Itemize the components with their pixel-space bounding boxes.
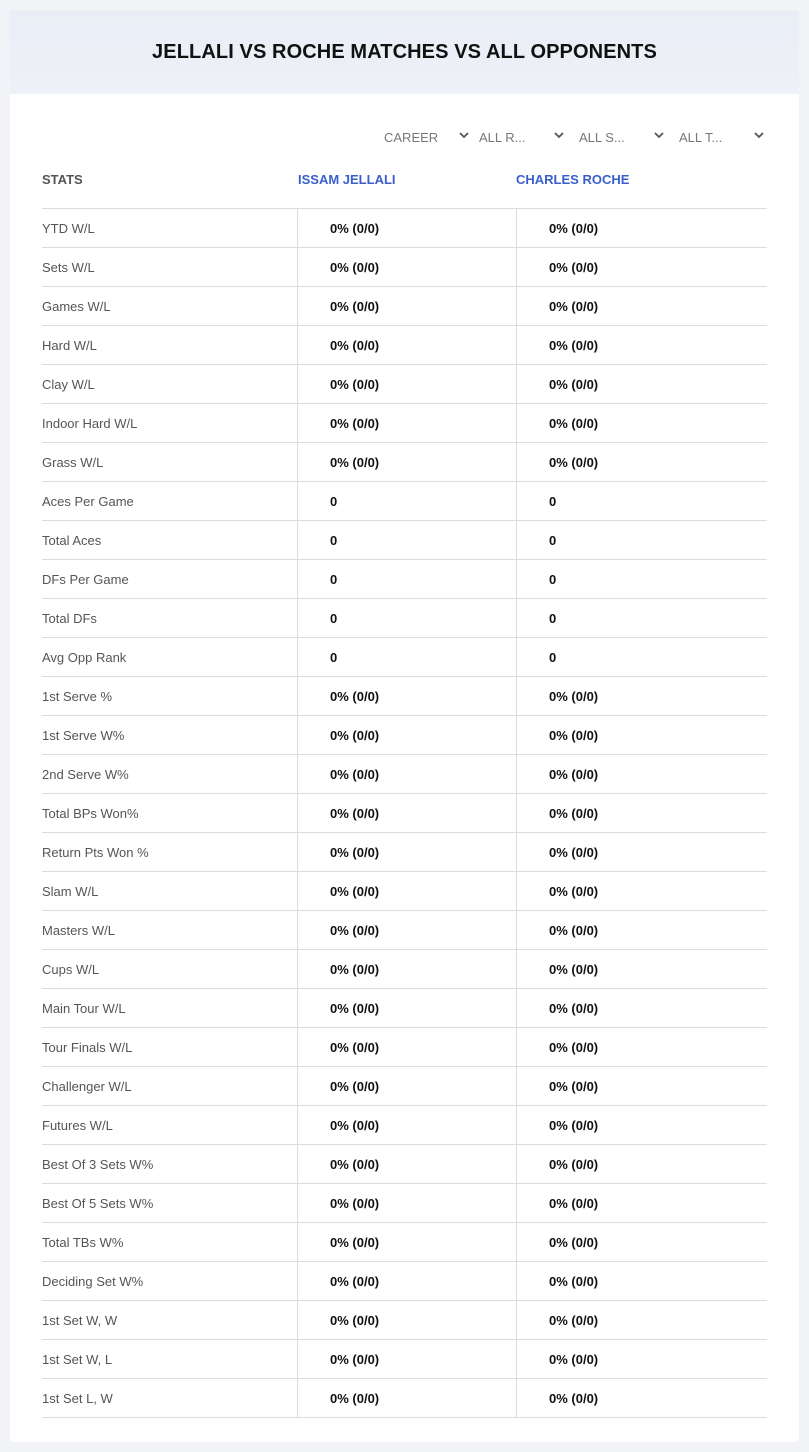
player2-value: 0: [516, 521, 767, 559]
player1-value: 0% (0/0): [297, 755, 516, 793]
table-row: [42, 365, 767, 404]
stat-label: Futures W/L: [42, 1117, 113, 1133]
player1-value: 0% (0/0): [297, 248, 516, 286]
player1-value: 0% (0/0): [297, 1340, 516, 1378]
player1-value: 0: [297, 599, 516, 637]
table-row: [42, 638, 767, 677]
player2-value: 0% (0/0): [516, 872, 767, 910]
player1-value: 0% (0/0): [297, 404, 516, 442]
table-row: [42, 989, 767, 1028]
player2-value: 0% (0/0): [516, 755, 767, 793]
table-row: [42, 326, 767, 365]
table-row: [42, 950, 767, 989]
player1-value: 0% (0/0): [297, 872, 516, 910]
player2-value: 0% (0/0): [516, 833, 767, 871]
table-row: [42, 1145, 767, 1184]
table-row: [42, 521, 767, 560]
stat-label: 1st Set L, W: [42, 1390, 113, 1406]
table-row: [42, 1262, 767, 1301]
player1-value: 0% (0/0): [297, 443, 516, 481]
player2-value: 0% (0/0): [516, 404, 767, 442]
player1-value: 0% (0/0): [297, 1379, 516, 1417]
filter-surface-select[interactable]: [579, 126, 669, 148]
player1-value: 0% (0/0): [297, 1184, 516, 1222]
player1-value: 0: [297, 638, 516, 676]
filter-label: ALL S...: [579, 129, 625, 145]
table-row: [42, 248, 767, 287]
player2-value: 0% (0/0): [516, 365, 767, 403]
player2-value: 0% (0/0): [516, 950, 767, 988]
table-row: [42, 1028, 767, 1067]
player2-value: 0% (0/0): [516, 677, 767, 715]
stats-card: [10, 10, 799, 1442]
stat-label: Aces Per Game: [42, 493, 134, 509]
player2-value: 0% (0/0): [516, 326, 767, 364]
stat-label: Cups W/L: [42, 961, 100, 977]
stat-label: Total BPs Won%: [42, 805, 139, 821]
table-row: [42, 1301, 767, 1340]
player1-value: 0: [297, 521, 516, 559]
stat-label: Best Of 5 Sets W%: [42, 1195, 154, 1211]
stat-label: Masters W/L: [42, 922, 115, 938]
player2-value: 0: [516, 482, 767, 520]
stat-label: Clay W/L: [42, 376, 95, 392]
player1-value: 0% (0/0): [297, 833, 516, 871]
stat-label: 1st Serve %: [42, 688, 113, 704]
stat-label: Total Aces: [42, 532, 102, 548]
table-header: [42, 170, 767, 208]
player2-value: 0% (0/0): [516, 287, 767, 325]
player1-value: 0% (0/0): [297, 365, 516, 403]
stat-label: Grass W/L: [42, 454, 104, 470]
player2-value: 0% (0/0): [516, 443, 767, 481]
player2-value: 0% (0/0): [516, 1106, 767, 1144]
player2-value: 0% (0/0): [516, 209, 767, 247]
table-row: [42, 872, 767, 911]
stat-label: Hard W/L: [42, 337, 97, 353]
stat-label: Deciding Set W%: [42, 1273, 144, 1289]
player1-value: 0% (0/0): [297, 1223, 516, 1261]
table-row: [42, 1379, 767, 1418]
table-row: [42, 404, 767, 443]
player2-value: 0% (0/0): [516, 911, 767, 949]
player1-value: 0% (0/0): [297, 209, 516, 247]
table-row: [42, 1067, 767, 1106]
column-header-player2[interactable]: CHARLES ROCHE: [516, 172, 630, 187]
column-header-stats: STATS: [42, 172, 83, 187]
player1-value: 0% (0/0): [297, 1301, 516, 1339]
player2-value: 0% (0/0): [516, 248, 767, 286]
player1-value: 0% (0/0): [297, 794, 516, 832]
player1-value: 0% (0/0): [297, 1106, 516, 1144]
stat-label: Games W/L: [42, 298, 111, 314]
player1-value: 0% (0/0): [297, 1028, 516, 1066]
table-row: [42, 599, 767, 638]
player2-value: 0% (0/0): [516, 1145, 767, 1183]
chevron-down-icon: [553, 129, 565, 141]
table-row: [42, 833, 767, 872]
player1-value: 0% (0/0): [297, 911, 516, 949]
player2-value: 0: [516, 560, 767, 598]
header: [10, 10, 799, 94]
table-row: [42, 560, 767, 599]
table-row: [42, 482, 767, 521]
player1-value: 0% (0/0): [297, 950, 516, 988]
stat-label: 1st Set W, L: [42, 1351, 113, 1367]
player1-value: 0% (0/0): [297, 1262, 516, 1300]
chevron-down-icon: [753, 129, 765, 141]
table-row: [42, 1223, 767, 1262]
player1-value: 0% (0/0): [297, 1145, 516, 1183]
player2-value: 0: [516, 638, 767, 676]
player2-value: 0% (0/0): [516, 1184, 767, 1222]
stat-label: Total DFs: [42, 610, 97, 626]
table-row: [42, 443, 767, 482]
stat-label: Return Pts Won %: [42, 844, 149, 860]
player2-value: 0% (0/0): [516, 1067, 767, 1105]
stat-label: Best Of 3 Sets W%: [42, 1156, 154, 1172]
stat-label: 1st Set W, W: [42, 1312, 118, 1328]
page-title: JELLALI VS ROCHE MATCHES VS ALL OPPONENTS: [152, 40, 657, 63]
filter-rounds-select[interactable]: [479, 126, 569, 148]
table-row: [42, 1106, 767, 1145]
stat-label: Indoor Hard W/L: [42, 415, 138, 431]
player1-value: 0: [297, 482, 516, 520]
player2-value: 0% (0/0): [516, 794, 767, 832]
filter-career-select[interactable]: [384, 126, 474, 148]
chevron-down-icon: [458, 129, 470, 141]
stats-table: [42, 208, 767, 1418]
player1-value: 0% (0/0): [297, 287, 516, 325]
table-row: [42, 287, 767, 326]
filter-bar: [10, 126, 799, 148]
player2-value: 0% (0/0): [516, 1340, 767, 1378]
player1-value: 0% (0/0): [297, 716, 516, 754]
table-row: [42, 755, 767, 794]
column-header-player1[interactable]: ISSAM JELLALI: [298, 172, 396, 187]
stat-label: Sets W/L: [42, 259, 95, 275]
player1-value: 0% (0/0): [297, 677, 516, 715]
table-row: [42, 677, 767, 716]
player2-value: 0% (0/0): [516, 1028, 767, 1066]
player2-value: 0% (0/0): [516, 989, 767, 1027]
stat-label: 1st Serve W%: [42, 727, 125, 743]
stat-label: 2nd Serve W%: [42, 766, 129, 782]
stat-label: Slam W/L: [42, 883, 99, 899]
table-row: [42, 716, 767, 755]
stat-label: Total TBs W%: [42, 1234, 124, 1250]
filter-label: ALL T...: [679, 129, 723, 145]
filter-label: ALL R...: [479, 129, 526, 145]
player2-value: 0: [516, 599, 767, 637]
chevron-down-icon: [653, 129, 665, 141]
table-row: [42, 1184, 767, 1223]
player1-value: 0: [297, 560, 516, 598]
player1-value: 0% (0/0): [297, 326, 516, 364]
player1-value: 0% (0/0): [297, 1067, 516, 1105]
player1-value: 0% (0/0): [297, 989, 516, 1027]
stat-label: Tour Finals W/L: [42, 1039, 133, 1055]
filter-tournament-select[interactable]: [679, 126, 769, 148]
filter-label: CAREER: [384, 129, 439, 145]
table-row: [42, 1340, 767, 1379]
player2-value: 0% (0/0): [516, 1262, 767, 1300]
table-row: [42, 794, 767, 833]
stat-label: Avg Opp Rank: [42, 649, 127, 665]
stat-label: Challenger W/L: [42, 1078, 132, 1094]
player2-value: 0% (0/0): [516, 1223, 767, 1261]
table-row: [42, 209, 767, 248]
stat-label: YTD W/L: [42, 220, 95, 236]
player2-value: 0% (0/0): [516, 716, 767, 754]
table-row: [42, 911, 767, 950]
player2-value: 0% (0/0): [516, 1379, 767, 1417]
player2-value: 0% (0/0): [516, 1301, 767, 1339]
stat-label: Main Tour W/L: [42, 1000, 126, 1016]
stat-label: DFs Per Game: [42, 571, 129, 587]
